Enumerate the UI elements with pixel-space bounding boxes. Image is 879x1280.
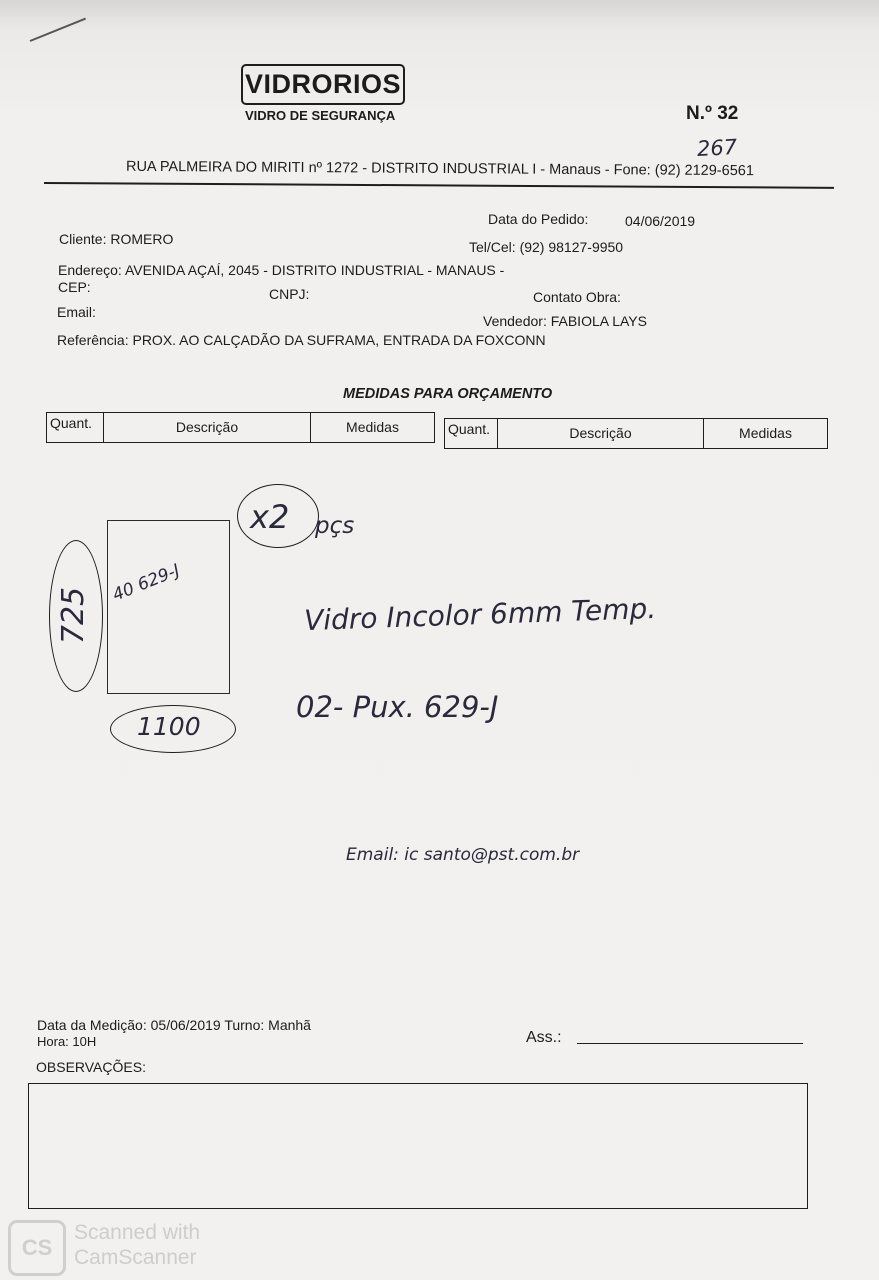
col-qty: Quant. [47, 413, 104, 442]
col-description: Descrição [498, 419, 704, 448]
cep-field: CEP: [58, 279, 91, 295]
width-note: 1100 [137, 712, 201, 741]
handwritten-number: 267 [696, 134, 738, 162]
camscanner-icon: CS [8, 1220, 66, 1276]
email-note: Email: ic santo@pst.com.br [346, 845, 580, 865]
order-date: 04/06/2019 [625, 213, 696, 229]
glass-sketch [107, 520, 230, 694]
col-qty: Quant. [445, 419, 498, 448]
measures-title: MEDIDAS PARA ORÇAMENTO [343, 386, 553, 402]
header-divider [44, 182, 834, 189]
handle-note: 02- Pux. 629-J [296, 690, 499, 724]
col-measures: Medidas [739, 425, 792, 441]
measures-header-right [444, 418, 828, 449]
measure-time: Hora: 10H [37, 1034, 97, 1049]
col-description: Descrição [104, 413, 311, 442]
height-note: 725 [56, 586, 92, 645]
measures-header-left [46, 412, 435, 443]
reference-field: Referência: PROX. AO CALÇADÃO DA SUFRAMA, ENTRADA DA FOXCONN [57, 332, 546, 348]
watermark-line1: Scanned with [74, 1221, 201, 1244]
signature-line [577, 1043, 803, 1044]
client-field: Cliente: ROMERO [59, 231, 174, 247]
brand-logo: VIDRORIOS [241, 64, 405, 105]
watermark-line2: CamScanner [74, 1246, 197, 1269]
col-measures: Medidas [346, 419, 399, 435]
qty-note: x2 [250, 498, 290, 536]
description-note: Vidro Incolor 6mm Temp. [303, 591, 657, 638]
order-date-label: Data do Pedido: [488, 211, 589, 227]
email-field: Email: [57, 304, 96, 320]
measure-date: Data da Medição: 05/06/2019 Turno: Manhã [37, 1017, 311, 1033]
seller-field: Vendedor: FABIOLA LAYS [483, 313, 647, 329]
observations-label: OBSERVAÇÕES: [36, 1059, 146, 1075]
document-number: N.º 32 [686, 103, 739, 124]
inside-note: 40 629-J [109, 560, 183, 606]
address-field: Endereço: AVENIDA AÇAÍ, 2045 - DISTRITO INDUSTRIAL - MANAUS - [58, 262, 505, 278]
pcs-note: pçs [315, 513, 355, 539]
observations-box [28, 1083, 808, 1209]
phone-field: Tel/Cel: (92) 98127-9950 [469, 239, 624, 255]
signature-label: Ass.: [526, 1029, 562, 1046]
brand-subtitle: VIDRO DE SEGURANÇA [245, 108, 396, 123]
contact-field: Contato Obra: [533, 289, 621, 305]
cnpj-field: CNPJ: [269, 286, 310, 302]
company-address: RUA PALMEIRA DO MIRITI nº 1272 - DISTRITO INDUSTRIAL I - Manaus - Fone: (92) 2129-6561 [125, 158, 754, 180]
pen-mark [30, 18, 86, 42]
camscanner-watermark [74, 1220, 200, 1270]
